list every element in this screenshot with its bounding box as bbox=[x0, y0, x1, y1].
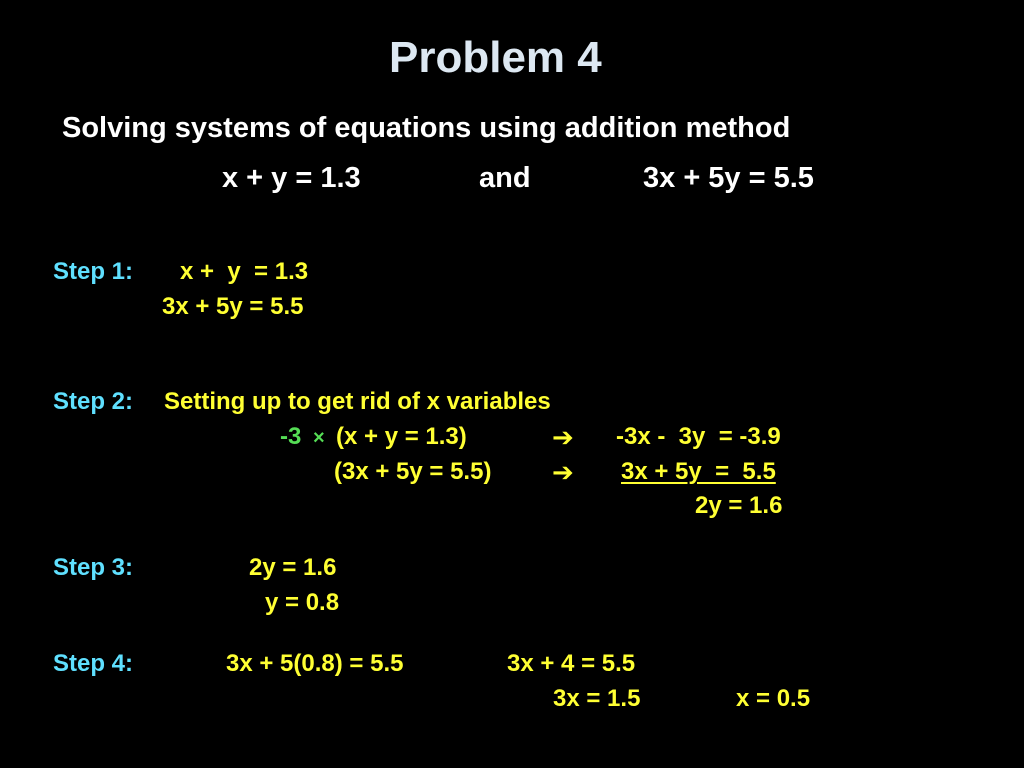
step1-equation-1: x + y = 1.3 bbox=[180, 258, 309, 285]
step2-row1-left: (x + y = 1.3) bbox=[336, 423, 467, 450]
step4-label: Step 4: bbox=[53, 650, 134, 677]
page-title: Problem 4 bbox=[389, 33, 602, 82]
system-connector: and bbox=[479, 162, 531, 194]
step3-equation-1: 2y = 1.6 bbox=[249, 554, 337, 581]
step2-row2-right: 3x + 5y = 5.5 bbox=[621, 458, 776, 485]
step2-row2-left: (3x + 5y = 5.5) bbox=[334, 458, 492, 485]
step2-result: 2y = 1.6 bbox=[695, 492, 783, 519]
step1-equation-2: 3x + 5y = 5.5 bbox=[162, 293, 304, 320]
step4-equation-1b: 3x + 4 = 5.5 bbox=[507, 650, 636, 677]
step2-row1-right: -3x - 3y = -3.9 bbox=[616, 423, 781, 450]
system-equation-2: 3x + 5y = 5.5 bbox=[643, 162, 814, 194]
step3-equation-2: y = 0.8 bbox=[265, 589, 340, 616]
step2-label: Step 2: bbox=[53, 388, 134, 415]
right-arrow-icon: ➔ bbox=[552, 457, 574, 487]
step4-equation-1a: 3x + 5(0.8) = 5.5 bbox=[226, 650, 404, 677]
step4-equation-2a: 3x = 1.5 bbox=[553, 685, 641, 712]
step2-description: Setting up to get rid of x variables bbox=[164, 388, 551, 415]
step1-label: Step 1: bbox=[53, 258, 134, 285]
subtitle: Solving systems of equations using addition method bbox=[62, 112, 791, 144]
system-equation-1: x + y = 1.3 bbox=[222, 162, 361, 194]
step2-multiplier: -3 bbox=[280, 423, 302, 450]
step3-label: Step 3: bbox=[53, 554, 134, 581]
times-icon: × bbox=[313, 427, 325, 449]
step4-equation-2b: x = 0.5 bbox=[736, 685, 811, 712]
right-arrow-icon: ➔ bbox=[552, 422, 574, 452]
